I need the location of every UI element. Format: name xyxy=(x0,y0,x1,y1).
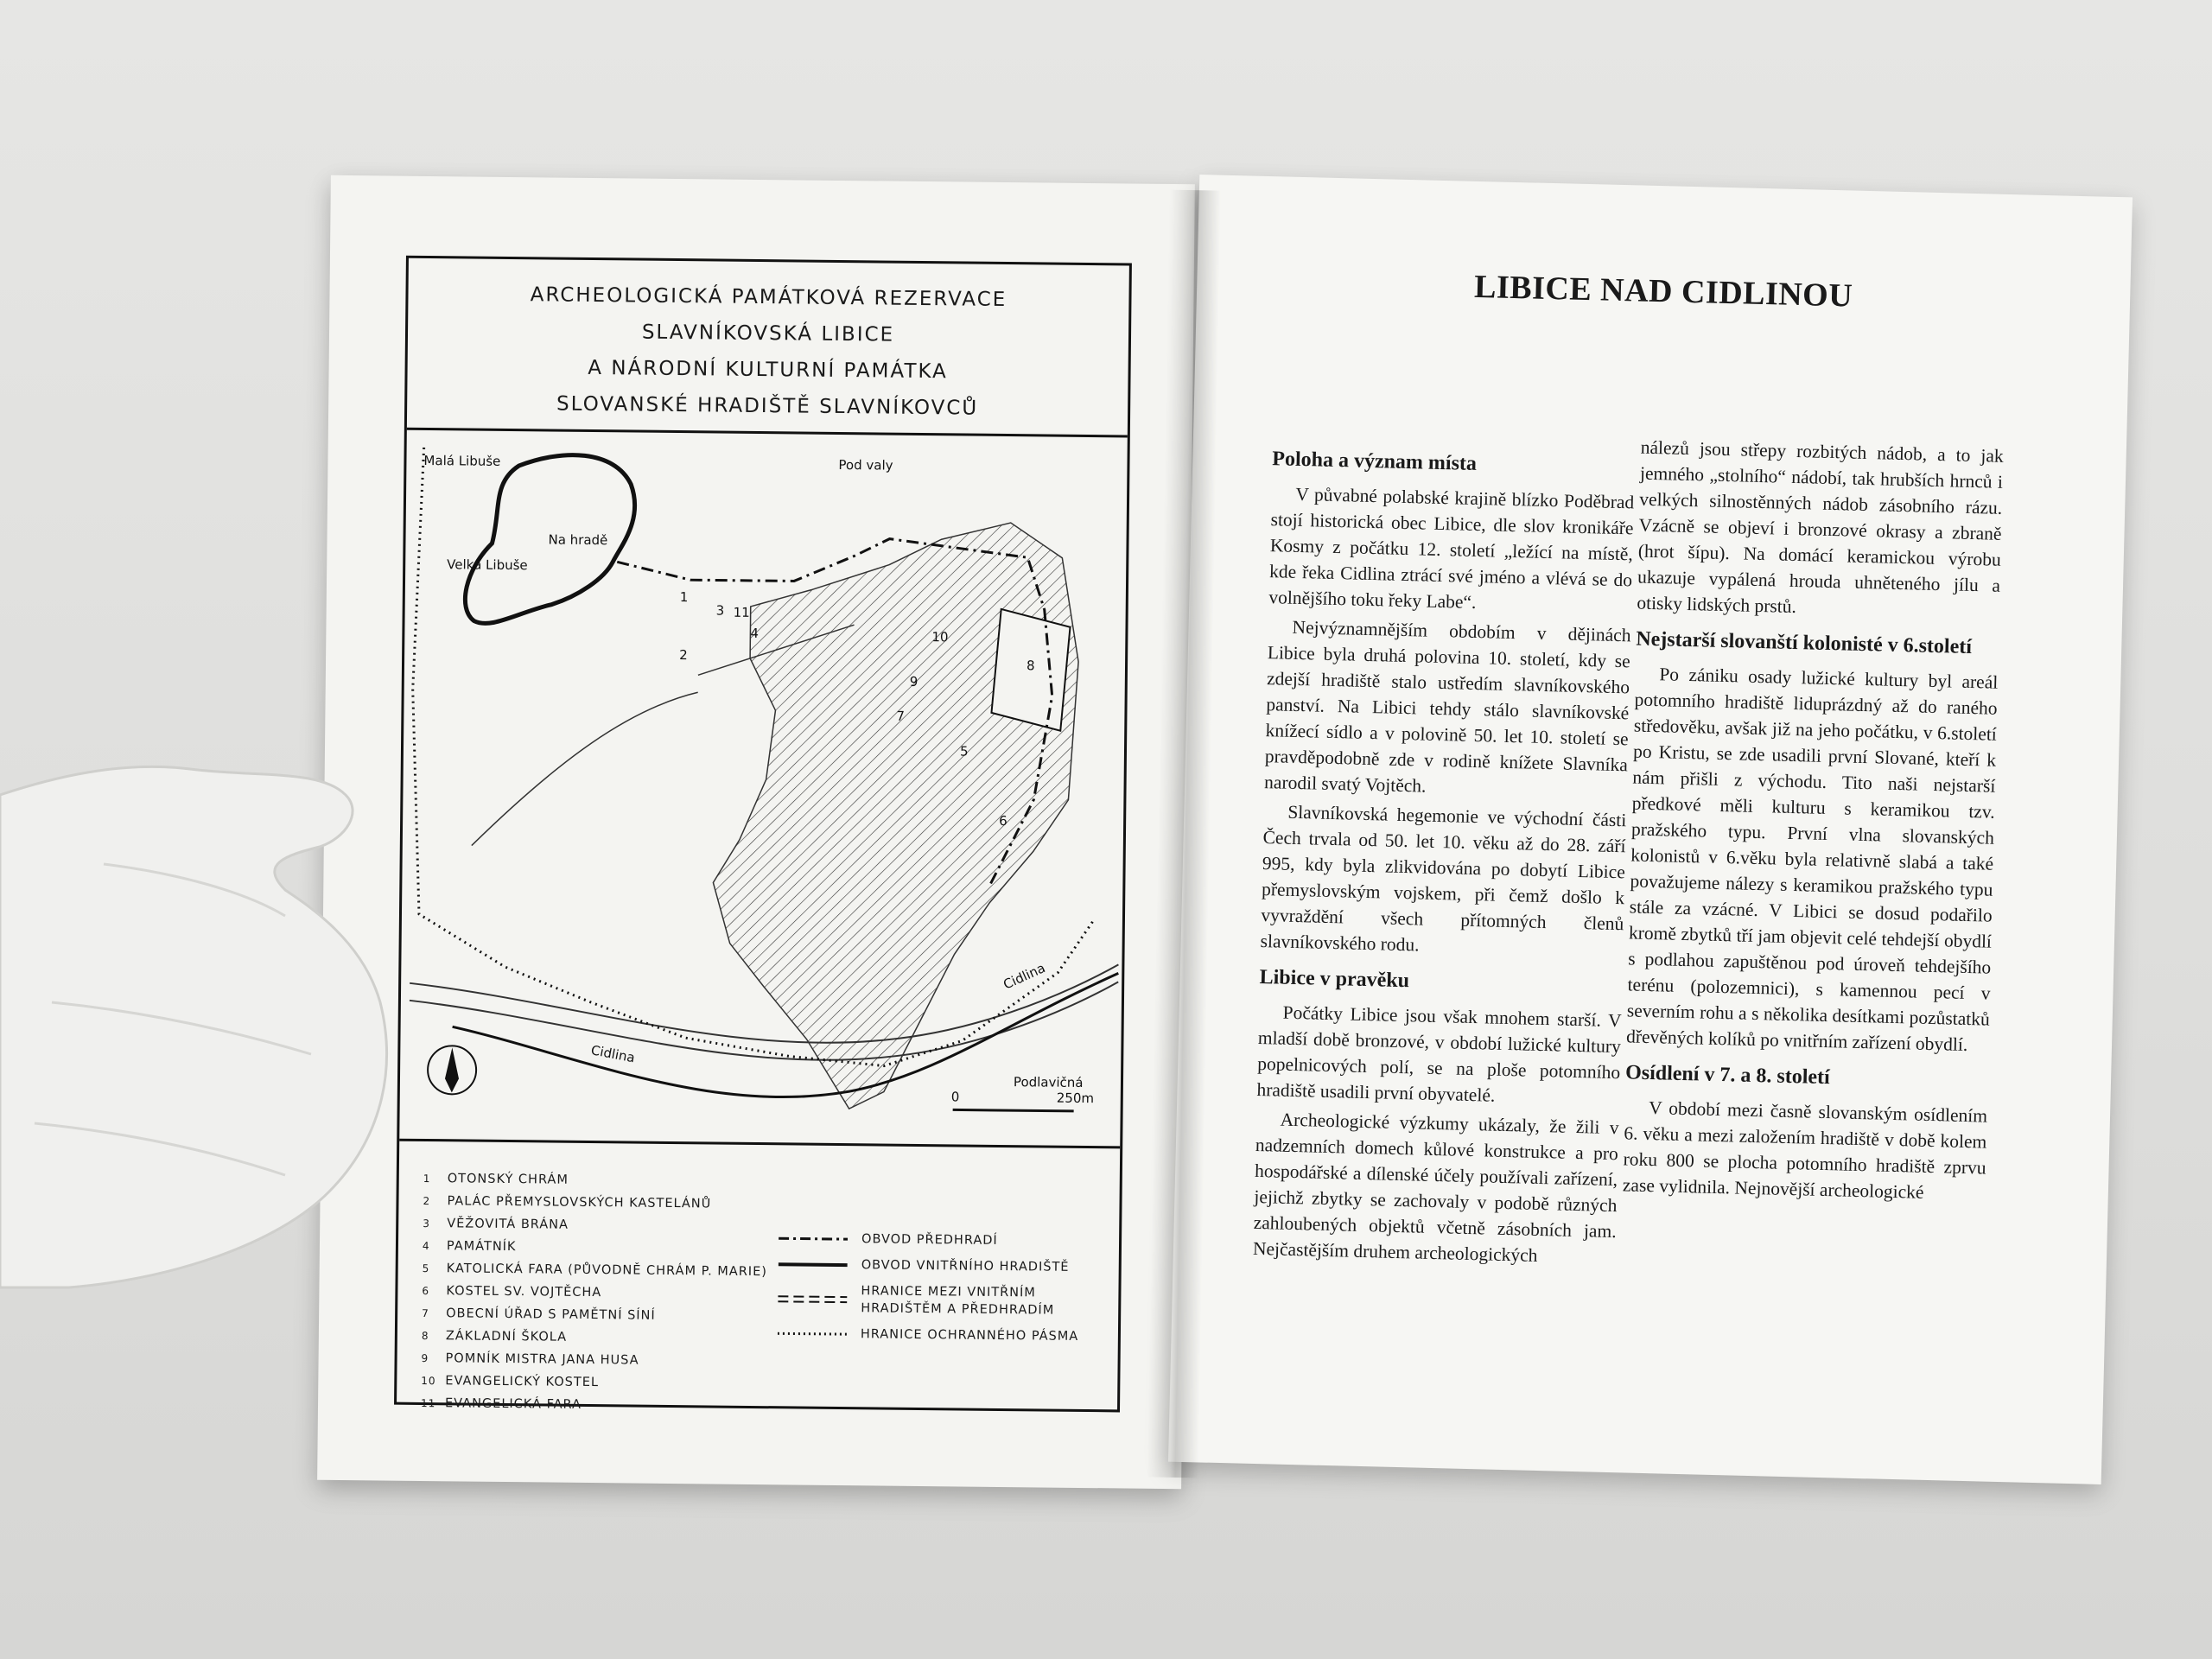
legend-text: PAMÁTNÍK xyxy=(446,1239,517,1255)
legend-text: PALÁC PŘEMYSLOVSKÝCH KASTELÁNŮ xyxy=(447,1194,712,1211)
paragraph: Archeologické výzkumy ukázaly, že žili v nadzemních domech kůlové konstrukce a pro hospodářské a dílenské účely používali zařízení, jejichž zbytky se zachovaly v podobě různých zahloubených objektů včetně zásobních jam. Nejčastějším druhem archeologických xyxy=(1252,1109,1619,1266)
legend-number: 10 xyxy=(421,1374,436,1388)
map-area xyxy=(399,428,1128,1149)
compass-icon xyxy=(428,1046,477,1095)
solid-line-icon xyxy=(779,1255,848,1274)
line-legend-text: OBVOD VNITŘNÍHO HRADIŠTĚ xyxy=(861,1258,1070,1274)
legend-number: 5 xyxy=(422,1262,430,1275)
legend-number: 11 xyxy=(420,1396,436,1410)
legend-text: OTONSKÝ CHRÁM xyxy=(447,1172,569,1187)
legend-text: EVANGELICKÁ FARA xyxy=(444,1396,582,1412)
paragraph: nálezů jsou střepy rozbitých nádob, a to jak jemného „stolního“ nádobí, tak hrubších hrnců i velkých silnostěnných nádob zásobního rázu. Vzácně se objeví i bronzové okrasy a zbraně (hrot šípu). Na domácí keramickou výrobu ukazuje vypálená hrouda uhněteného jílu a otisky lidských prstů. xyxy=(1637,436,2004,618)
label-velka-libuse: Velká Libuše xyxy=(447,556,528,574)
legend-text: KOSTEL SV. VOJTĚCHA xyxy=(446,1284,602,1300)
line-legend-item xyxy=(779,1255,1116,1276)
dotted-line-icon xyxy=(778,1325,847,1343)
left-page xyxy=(317,175,1195,1489)
legend-text: EVANGELICKÝ KOSTEL xyxy=(445,1374,600,1390)
marker-1: 1 xyxy=(679,589,689,606)
marker-10: 10 xyxy=(931,629,949,645)
marker-6: 6 xyxy=(999,812,1007,830)
map-title-line-2: SLAVNÍKOVSKÁ LIBICE xyxy=(641,321,895,346)
marker-8: 8 xyxy=(1026,658,1035,674)
legend-item xyxy=(421,1392,784,1418)
paragraph: V období mezi časně slovanským osídlením 6. věku a mezi založením hradiště v době kolem roku 800 se plocha potomního hradiště zprvu zase vylidnila. Nejnovější archeologické xyxy=(1622,1097,1988,1203)
label-cidlina-2: Cidlina xyxy=(1001,960,1048,993)
marker-5: 5 xyxy=(959,743,969,760)
line-legend-text: HRANICE OCHRANNÉHO PÁSMA xyxy=(860,1327,1079,1344)
paragraph: Po zániku osady lužické kultury byl areál potomního hradiště liduprázdný až do raného středověku, avšak již na jeho počátku, v 6.století po Kristu, se zde usadili první Slované, kteří k nám přišli z východu. Tito naši nejstarší předkové měli kulturu s keramikou tzv. pražského typu. První vlna slovanských kolonistů v 6.věku byla relativně slabá a také považujeme nálezy s keramikou pražského typu stále za vzácné. V Libici se dosud podařilo kromě zbytků tří jam objevit celé tehdejší obydlí s podlahou zapuštěnou pod úroveň tehdejšího terénu (polozemnici), s kamennou pecí v severním rohu a s několika desítkami pozůstatků dřevěných kolíků po vnitřním zařízení obydlí. xyxy=(1625,664,1999,1056)
label-cidlina-1: Cidlina xyxy=(589,1042,637,1066)
paragraph: V půvabné polabské krajině blízko Poděbrad stojí historická obec Libice, dle slov kronikáře Kosmy z počátku 12. století „ležící na místě, kde řeka Cidlina ztrácí své jméno a vlévá se do volnějšího toku řeky Labe“. xyxy=(1268,483,1635,613)
legend-number: 2 xyxy=(423,1194,431,1208)
road-3 xyxy=(472,690,698,849)
gloved-hand-icon xyxy=(0,743,406,1296)
dash-dot-line-icon xyxy=(779,1230,848,1248)
label-pod-valy: Pod valy xyxy=(838,456,893,474)
legend-number: 4 xyxy=(422,1239,430,1253)
map-title-line-1: ARCHEOLOGICKÁ PAMÁTKOVÁ REZERVACE xyxy=(530,283,1007,312)
line-legend-text: HRANICE MEZI VNITŘNÍM HRADIŠTĚM A PŘEDHRADÍM xyxy=(861,1284,1055,1318)
label-mala-libuse: Malá Libuše xyxy=(423,452,501,469)
map-legend-numbered xyxy=(421,1167,786,1418)
paragraph: Nejvýznamnějším obdobím v dějinách Libice byla druhá polovina 10. století, kdy se zdejší hradiště stalo ustředím slavníkovského panství. Na Libici tehdy stálo slavníkovské knížecí sídlo a v polovině 50. let 10. století se pravděpodobně zde v rodině knížete Slavníka narodil svatý Vojtěch. xyxy=(1263,616,1631,797)
legend-number: 7 xyxy=(422,1306,429,1320)
heading-osidleni: Osídlení v 7. a 8. století xyxy=(1624,1061,1831,1090)
heading-pravek: Libice v pravěku xyxy=(1259,966,1410,993)
line-legend-item xyxy=(778,1325,1115,1345)
page-title: LIBICE NAD CIDLINOU xyxy=(1473,268,1853,315)
marker-2: 2 xyxy=(679,647,688,664)
marker-11: 11 xyxy=(733,604,750,620)
label-scale-zero: 0 xyxy=(950,1089,960,1105)
line-legend-text: OBVOD PŘEDHRADÍ xyxy=(861,1232,998,1248)
marker-3: 3 xyxy=(715,602,725,619)
label-podlavicna: Podlavičná xyxy=(1013,1074,1084,1090)
line-legend-item xyxy=(779,1230,1116,1250)
heading-kolonisté: Nejstarší slovanští kolonisté v 6.století xyxy=(1636,627,1973,659)
map-title xyxy=(407,276,1129,429)
line-legend-item xyxy=(778,1281,1115,1319)
map-title-line-4: SLOVANSKÉ HRADIŠTĚ SLAVNÍKOVCŮ xyxy=(556,392,979,420)
scale-bar xyxy=(953,1109,1074,1110)
map-title-line-3: A NÁRODNÍ KULTURNÍ PAMÁTKA xyxy=(588,356,949,384)
paragraph: Počátky Libice jsou však mnohem starší. V mladší době bronzové, v období lužické kultury popelnicových polí, se na ploše potomního hradiště usadili první obyvatelé. xyxy=(1256,1001,1622,1106)
legend-text: VĚŽOVITÁ BRÁNA xyxy=(447,1217,569,1232)
legend-number: 6 xyxy=(422,1284,430,1298)
legend-number: 9 xyxy=(421,1351,429,1365)
label-na-hrade: Na hradě xyxy=(548,531,608,549)
marker-4: 4 xyxy=(750,625,760,642)
marker-9: 9 xyxy=(909,673,918,690)
legend-text: OBECNÍ ÚŘAD S PAMĚTNÍ SÍNÍ xyxy=(446,1306,656,1323)
legend-text: KATOLICKÁ FARA (PŮVODNĚ CHRÁM P. MARIE) xyxy=(446,1262,768,1280)
text-column-1 xyxy=(1253,435,1636,1274)
double-dash-line-icon xyxy=(778,1290,847,1308)
label-scale-end: 250m xyxy=(1056,1090,1095,1107)
heading-poloha: Poloha a význam místa xyxy=(1272,448,1478,475)
text-column-2 xyxy=(1622,435,2004,1211)
map-frame xyxy=(394,256,1132,1413)
map-legend-lines xyxy=(778,1230,1116,1354)
legend-text: POMNÍK MISTRA JANA HUSA xyxy=(445,1351,639,1368)
legend-number: 1 xyxy=(423,1172,431,1185)
right-page xyxy=(1168,175,2133,1484)
legend-number: 3 xyxy=(423,1217,430,1230)
marker-7: 7 xyxy=(896,708,906,724)
paragraph: Slavníkovská hegemonie ve východní části Čech trvala od 50. let 10. věku až do 28. září 995, kdy byla zlikvidována po dobytí Libice přemyslovským vojskem, při čemž došlo k vyvraždění všech přítomných členů slavníkovského rodu. xyxy=(1260,801,1627,956)
map-drawing xyxy=(399,430,1128,1147)
legend-number: 8 xyxy=(421,1329,429,1343)
legend-text: ZÁKLADNÍ ŠKOLA xyxy=(445,1329,568,1344)
